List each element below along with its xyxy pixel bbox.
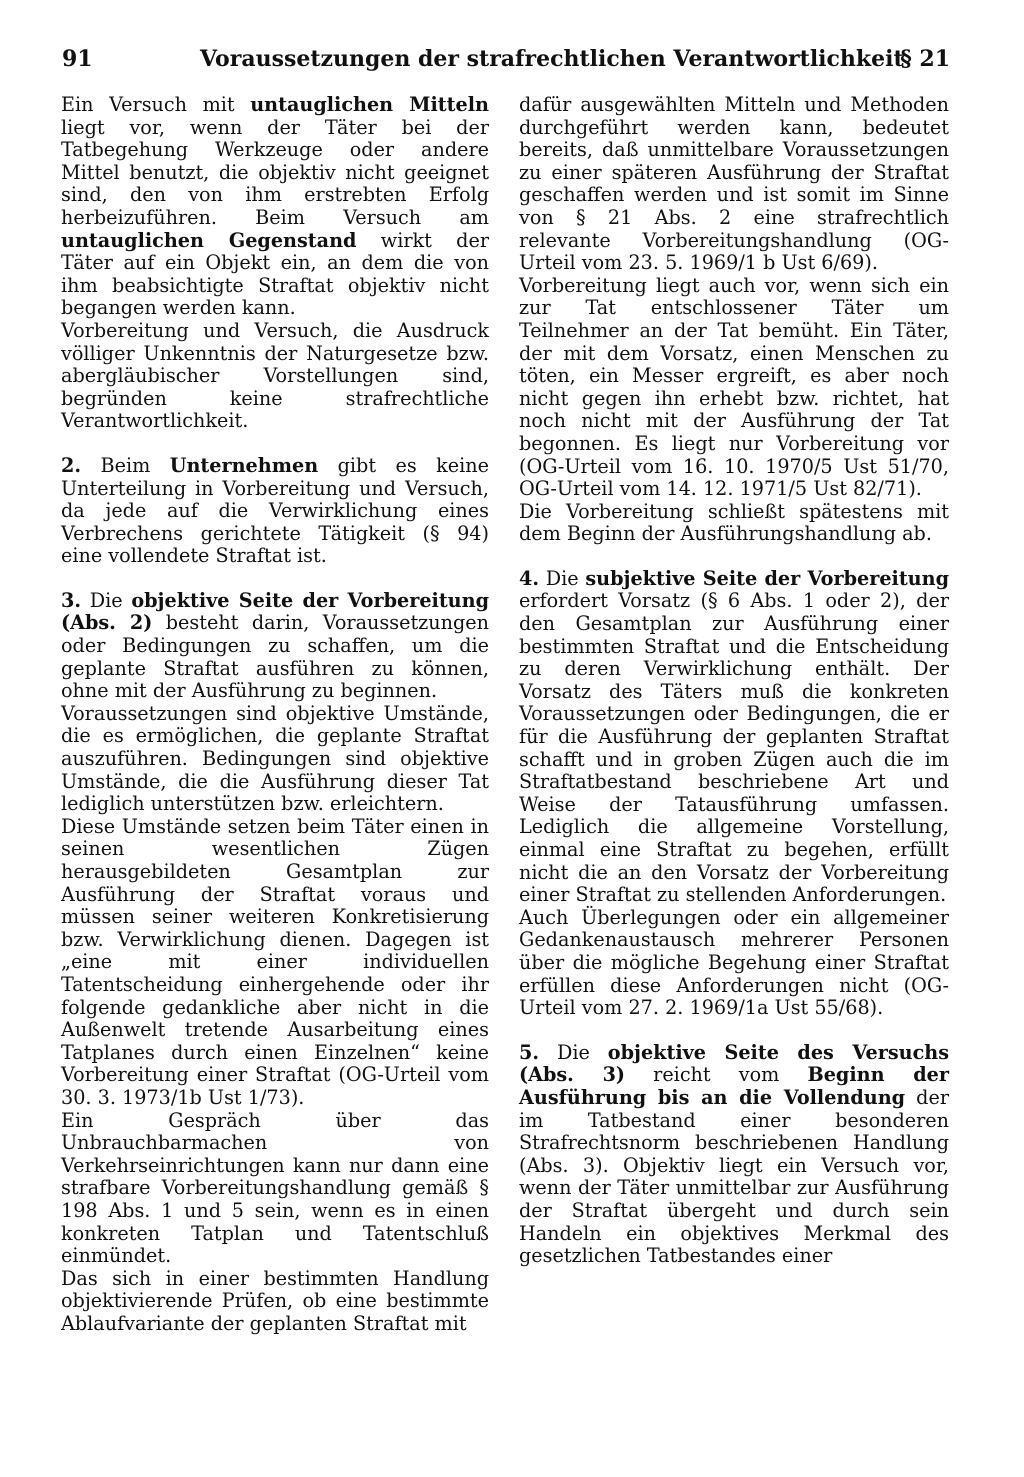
paragraph: dafür ausgewählten Mitteln und Methoden durchgeführt werden kann, bedeutet bereits, daß unmittelbare Voraussetzungen zu einer späteren Ausführung der Straftat geschaffen werden und ist somit im Sinne von § 21 Abs. 2 eine strafrechtlich relevante Vorbereitungshandlung (OG-Urteil vom 23. 5. 1969/1 b Ust 6/69). [519, 93, 949, 275]
numbered-paragraph: 3. Die objektive Seite der Vorbereitung (Abs. 2) besteht darin, Voraussetzungen oder Bedingungen zu schaffen, um die geplante Straftat ausführen zu können, ohne mit der Ausführung zu beginnen. [61, 588, 489, 703]
left-column [61, 94, 489, 1335]
paragraph: Ein Versuch mit untauglichen Mitteln liegt vor, wenn der Täter bei der Tatbegehung Werkzeuge oder andere Mittel benutzt, die objektiv nicht geeignet sind, den von ihm erstrebten Erfolg herbeizuführen. Beim Versuch am untauglichen Gegenstand wirkt der Täter auf ein Objekt ein, an dem die von ihm beabsichtigte Straftat objektiv nicht begangen werden kann. [61, 93, 489, 320]
right-column [519, 94, 949, 1268]
paragraph: Diese Umstände setzen beim Täter einen in seinen wesentlichen Zügen herausgebildeten Gesamtplan zur Ausführung der Straftat voraus und müssen seiner weiteren Konkretisierung bzw. Verwirklichung dienen. Dagegen ist „eine mit einer individuellen Tatentscheidung einhergehende oder ihr folgende gedankliche aber nicht in die Außenwelt tretende Ausarbeitung eines Tatplanes durch einen Einzelnen“ keine Vorbereitung einer Straftat (OG-Urteil vom 30. 3. 1973/1b Ust 1/73). [61, 814, 489, 1109]
numbered-paragraph: 5. Die objektive Seite des Versuchs (Abs. 3) reicht vom Beginn der Ausführung bis an die Vollendung der im Tatbestand einer besonderen Strafrechtsnorm beschriebenen Handlung (Abs. 3). Objektiv liegt ein Versuch vor, wenn der Täter unmittelbar zur Ausführung der Straftat übergeht und durch sein Handeln ein objektives Merkmal des gesetzlichen Tatbestandes einer [519, 1040, 950, 1268]
section-marker: § 21 [900, 46, 950, 72]
paragraph: Voraussetzungen sind objektive Umstände, die es ermöglichen, die geplante Straftat auszuführen. Bedingungen sind objektive Umstände, die die Ausführung dieser Tat lediglich unterstützen bzw. erleichtern. [61, 701, 489, 816]
paragraph: Ein Gespräch über das Unbrauchbarmachen von Verkehrseinrichtungen kann nur dann eine strafbare Vorbereitungshandlung gemäß § 198 Abs. 1 und 5 sein, wenn es in einen konkreten Tatplan und Tatentschluß einmündet. [61, 1108, 489, 1268]
paragraph: Die Vorbereitung schließt spätestens mit dem Beginn der Ausführungshandlung ab. [519, 499, 949, 546]
page-header [62, 40, 952, 80]
paragraph: Vorbereitung und Versuch, die Ausdruck völliger Unkenntnis der Naturgesetze bzw. abergläubischer Vorstellungen sind, begründen keine strafrechtliche Verantwortlichkeit. [61, 318, 489, 433]
page-number: 91 [62, 46, 93, 72]
paragraph: Vorbereitung liegt auch vor, wenn sich ein zur Tat entschlossener Täter um Teilnehmer an der Tat bemüht. Ein Täter, der mit dem Vorsatz, einen Menschen zu töten, ein Messer ergreift, es aber noch nicht gegen ihn erhebt bzw. richtet, hat noch nicht mit der Ausführung der Tat begonnen. Es liegt nur Vorbereitung vor (OG-Urteil vom 16. 10. 1970/5 Ust 51/70, OG-Urteil vom 14. 12. 1971/5 Ust 82/71). [519, 273, 949, 501]
numbered-paragraph: 4. Die subjektive Seite der Vorbereitung erfordert Vorsatz (§ 6 Abs. 1 oder 2), der den Gesamtplan zur Ausführung einer bestimmten Straftat und die Entscheidung zu deren Verwirklichung enthält. Der Vorsatz des Täters muß die konkreten Voraussetzungen oder Bedingungen, die er für die Ausführung der geplanten Straftat schafft und in groben Zügen auch die im Straftatbestand beschriebene Art und Weise der Tatausführung umfassen. Lediglich die allgemeine Vorstellung, einmal eine Straftat zu begehen, erfüllt nicht die an den Vorsatz der Vorbereitung einer Straftat zu stellenden Anforderungen. [519, 566, 949, 907]
paragraph: Das sich in einer bestimmten Handlung objektivierende Prüfen, ob eine bestimmte Ablaufvariante der geplanten Straftat mit [61, 1266, 489, 1335]
running-title: Voraussetzungen der strafrechtlichen Verantwortlichkeit [200, 46, 904, 72]
paragraph: Auch Überlegungen oder ein allgemeiner Gedankenaustausch mehrerer Personen über die mögliche Begehung einer Straftat erfüllen diese Anforderungen nicht (OG-Urteil vom 27. 2. 1969/1a Ust 55/68). [519, 905, 949, 1020]
numbered-paragraph: 2. Beim Unternehmen gibt es keine Unterteilung in Vorbereitung und Versuch, da jede auf die Verwirklichung eines Verbrechens gerichtete Tätigkeit (§ 94) eine vollendete Straftat ist. [61, 453, 489, 568]
